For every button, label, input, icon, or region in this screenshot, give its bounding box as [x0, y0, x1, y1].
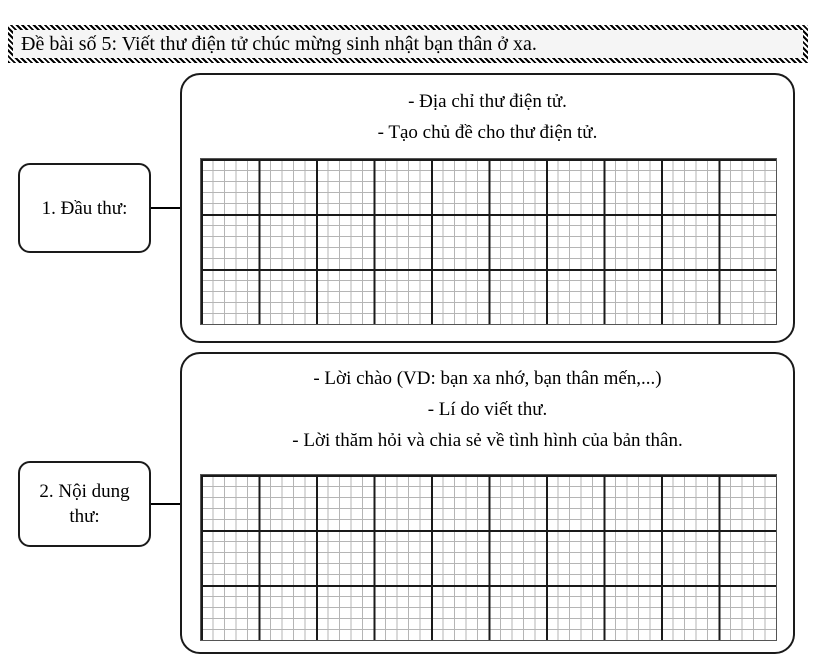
section-label-box-1	[18, 163, 151, 253]
bullet-line: - Lời chào (VD: bạn xa nhớ, bạn thân mến,...)	[313, 368, 662, 389]
bullet-line: - Lí do viết thư.	[427, 399, 548, 420]
writing-grid-1	[200, 158, 777, 325]
worksheet-title: Đề bài số 5: Viết thư điện tử chúc mừng sinh nhật bạn thân ở xa.	[8, 25, 808, 63]
connector-line-2	[151, 503, 180, 505]
section-bullets-2	[182, 363, 793, 456]
writing-grid-2	[200, 474, 777, 641]
section-label-box-2	[18, 461, 151, 547]
bullet-line: - Địa chỉ thư điện tử.	[408, 91, 567, 112]
section-bullets-1	[182, 86, 793, 148]
bullet-line: - Lời thăm hỏi và chia sẻ về tình hình của bản thân.	[292, 430, 683, 451]
bullet-line: - Tạo chủ đề cho thư điện tử.	[377, 122, 598, 143]
section-label-1: 1. Đầu thư:	[41, 197, 128, 219]
connector-line-1	[151, 207, 180, 209]
section-label-2: 2. Nội dung thư:	[39, 481, 130, 527]
